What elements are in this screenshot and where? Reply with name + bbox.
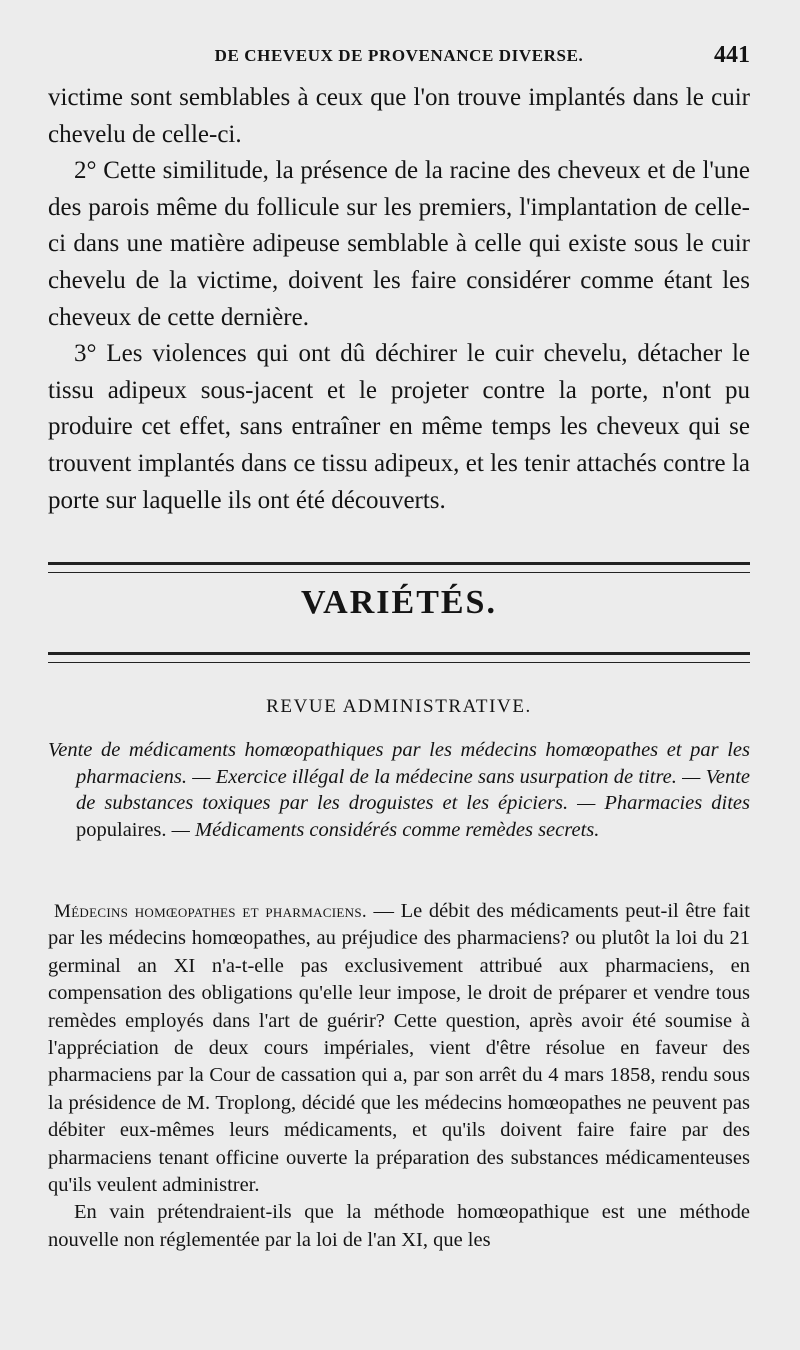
section-rule-bottom xyxy=(48,652,750,663)
subsection-title: REVUE ADMINISTRATIVE. xyxy=(266,696,532,717)
article xyxy=(48,898,750,1254)
main-text xyxy=(48,80,750,519)
paragraph-point-3: 3° Les violences qui ont dû déchirer le cuir chevelu, détacher le tissu adipeux sous-jacent et le projeter contre la porte, n'ont pu produire cet effet, sans entraîner en même temps les cheveux qui se trouvent implantés dans ce tissu adipeux, et les tenir attachés contre la porte sur laquelle ils ont été découverts. xyxy=(48,340,750,514)
summary xyxy=(48,737,750,844)
paragraph-continued: victime sont semblables à ceux que l'on trouve implantés dans le cuir chevelu de celle-ci. xyxy=(48,84,750,148)
summary-paragraph xyxy=(48,737,750,844)
article-heading: Médecins homœopathes et pharmaciens. xyxy=(54,901,367,922)
paragraph-point-2: 2° Cette similitude, la présence de la racine des cheveux et de l'une des parois même du follicule sur les premiers, l'implantation de celle-ci dans une matière adipeuse semblable à celle qui existe sous le cuir chevelu de la victime, doivent les faire considérer comme étant les cheveux de cette dernière. xyxy=(48,157,750,331)
section-rule-top xyxy=(48,562,750,573)
section-title: VARIÉTÉS. xyxy=(301,584,497,621)
article-paragraph-1-text: — Le débit des médicaments peut-il être fait par les médecins homœopathes, au préjudice des pharmaciens? ou plutôt la loi du 21 germinal an XI n'a-t-elle pas exclusivement attribué aux pharmaciens, en compensation des obligations qu'elle leur impose, le droit de préparer et vendre tous remèdes employés dans l'art de guérir? Cette question, après avoir été soumise à l'appréciation de deux cours impériales, vient d'être résolue en faveur des pharmaciens par la Cour de cassation qui a, par son arrêt du 4 mars 1858, rendu sous la présidence de M. Troplong, décidé que les médecins homœopathes ne peuvent pas débiter eux-mêmes leurs médicaments, et qu'ils doivent faire faire par des pharmaciens tenant officine ouverte la préparation des substances médicamenteuses qu'ils veulent administrer. xyxy=(48,900,750,1197)
running-title: DE CHEVEUX DE PROVENANCE DIVERSE. xyxy=(214,46,584,65)
article-paragraph-1 xyxy=(48,898,750,1199)
article-paragraph-2: En vain prétendraient-ils que la méthode homœopathique est une méthode nouvelle non réglementée par la loi de l'an XI, que les xyxy=(48,1201,750,1251)
running-head xyxy=(48,42,750,70)
page-number: 441 xyxy=(714,42,750,68)
summary-italic-1: Vente de médicaments homœopathiques par les médecins homœopathes et par les pharmaciens. — Exercice illégal de la médecine sans usurpation de titre. — Vente de substances toxiques par les droguistes et les épiciers. — Pharmacies dites xyxy=(48,739,750,815)
summary-roman: populaires. xyxy=(76,819,167,842)
summary-italic-2: — Médicaments considérés comme remèdes secrets. xyxy=(166,819,600,842)
